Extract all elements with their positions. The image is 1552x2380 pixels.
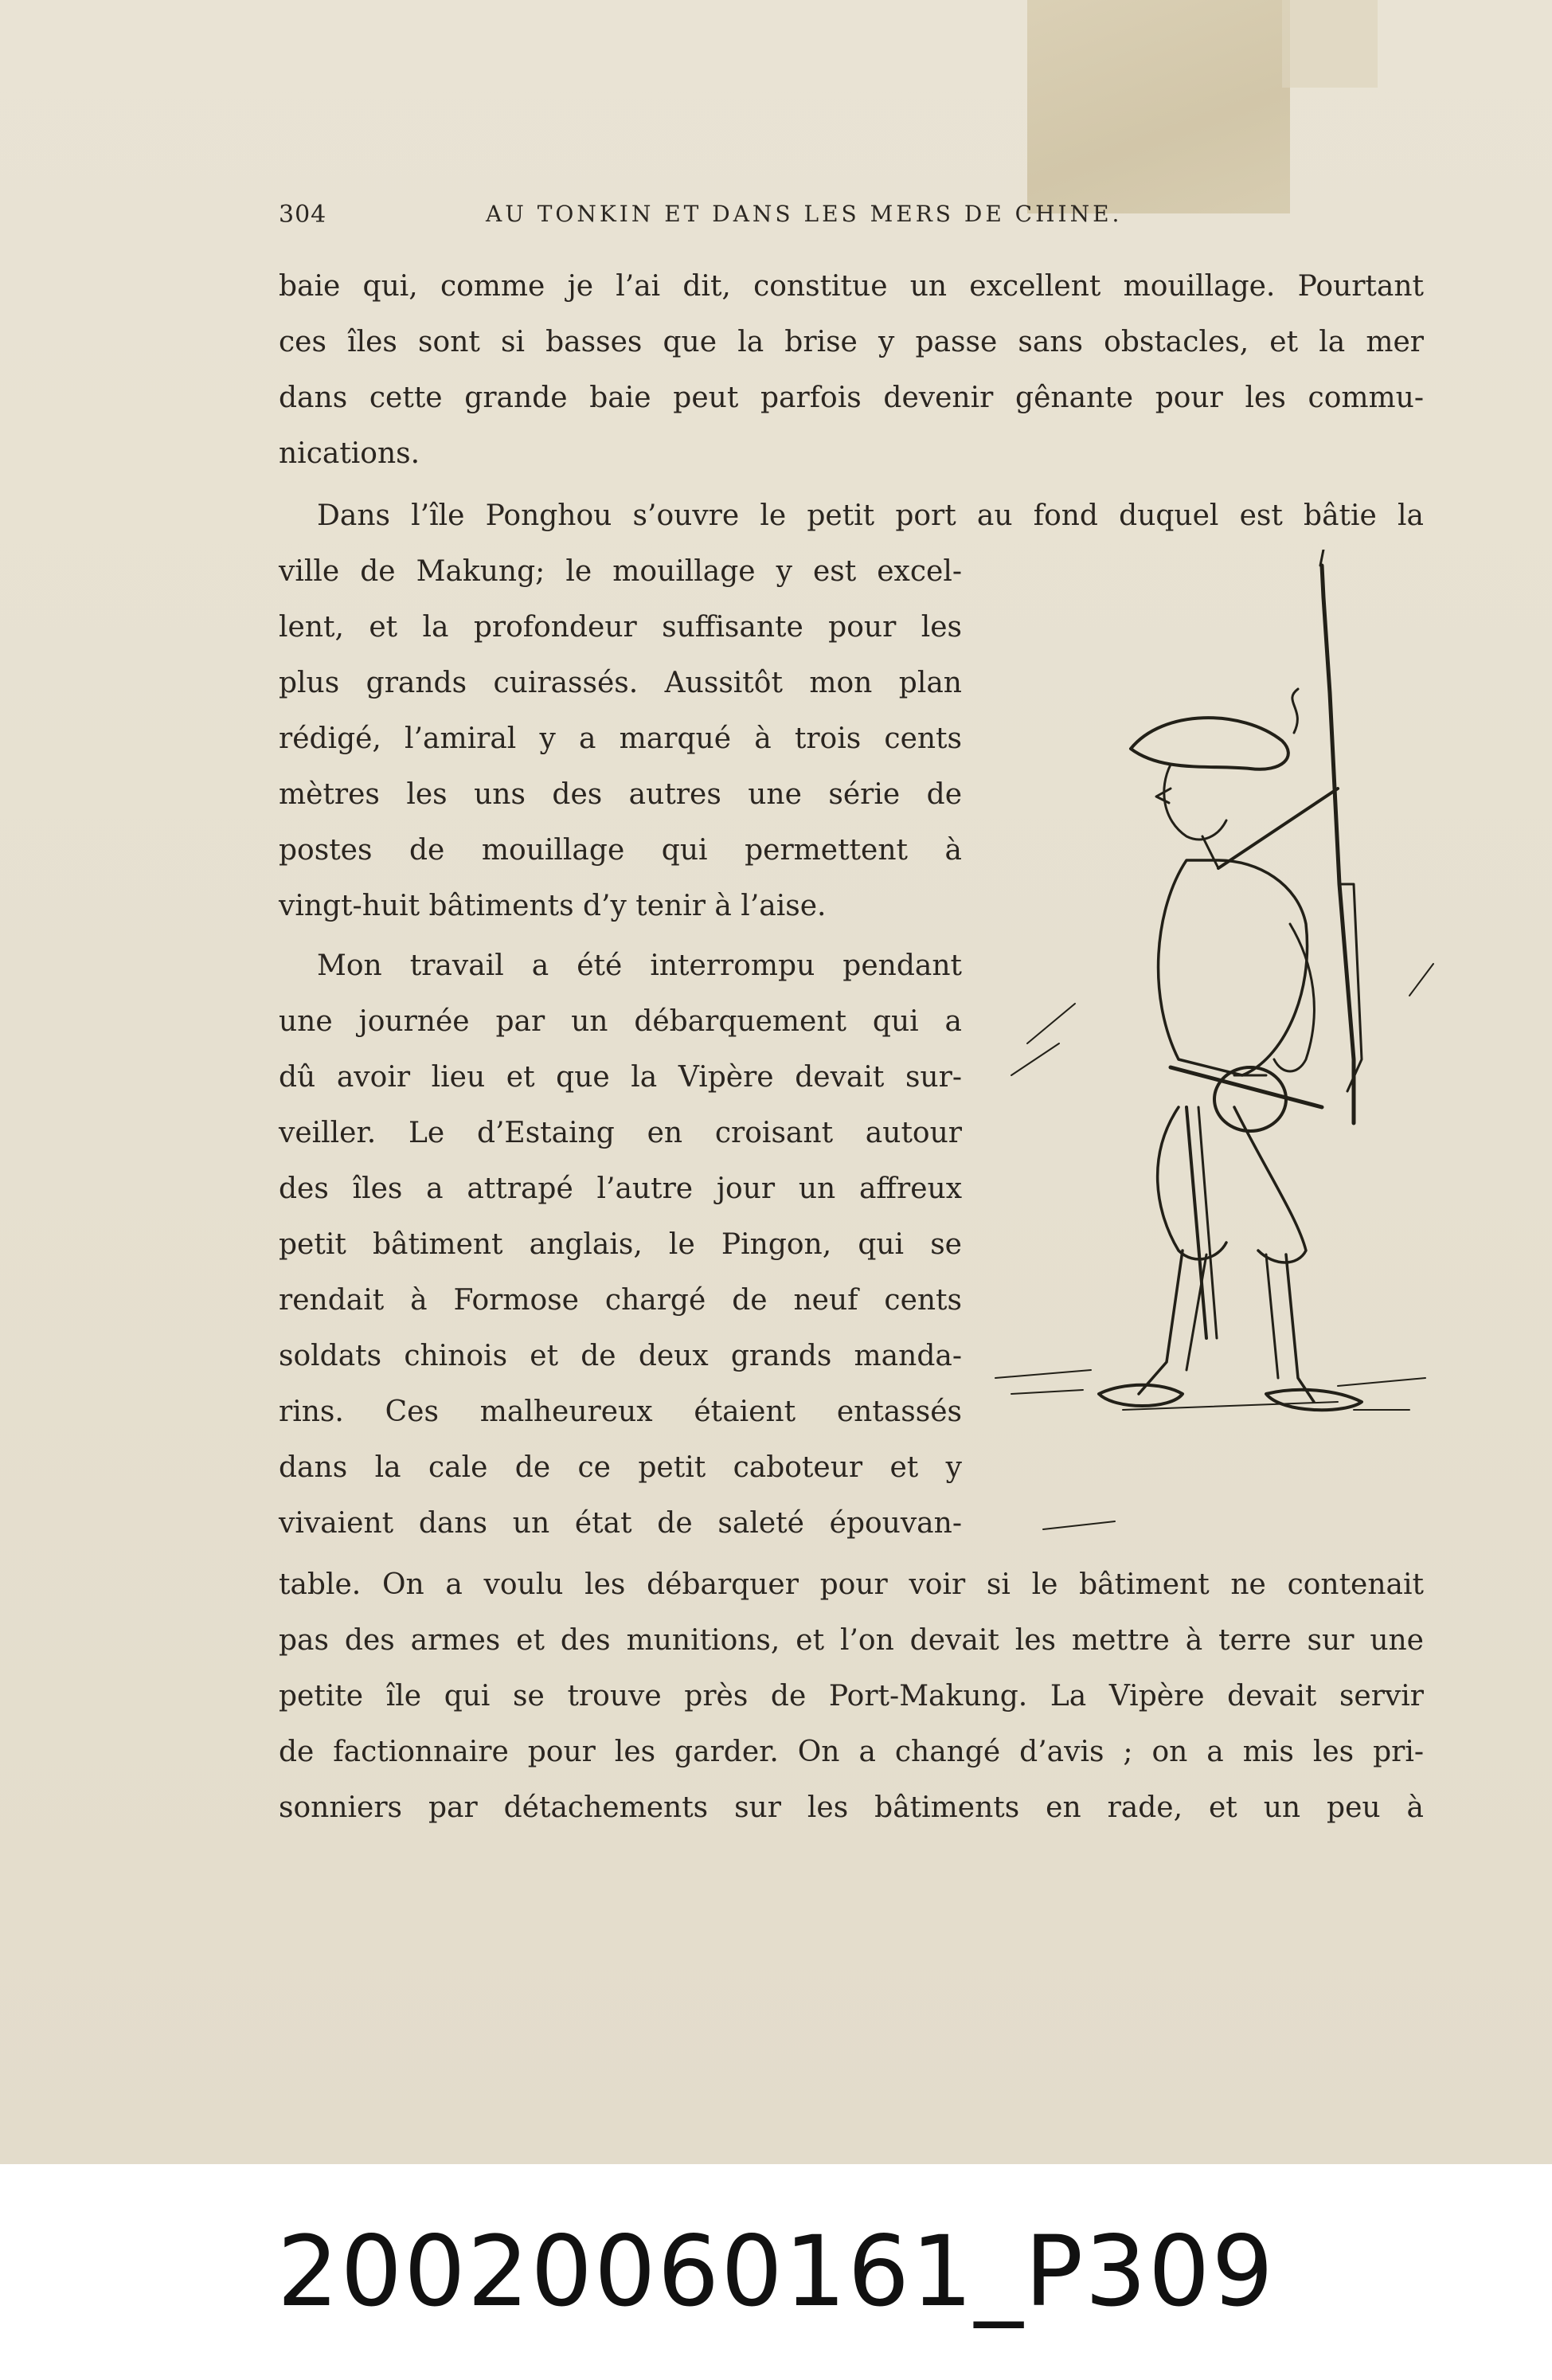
paragraph-1 bbox=[279, 259, 1424, 482]
archive-id-label: 20020060161_P309 bbox=[276, 2215, 1276, 2328]
text-line: ville de Makung; le mouillage y est excel- bbox=[279, 555, 962, 588]
paper-repair-tape bbox=[1282, 0, 1378, 88]
running-title: AU TONKIN ET DANS LES MERS DE CHINE. bbox=[486, 201, 1123, 227]
text-line: plus grands cuirassés. Aussitôt mon plan bbox=[279, 667, 962, 699]
paper-repair-tape bbox=[1027, 0, 1290, 213]
text-line: petit bâtiment anglais, le Pingon, qui se bbox=[279, 1228, 962, 1261]
text-line: baie qui, comme je l’ai dit, constitue un excellent mouillage. Pourtant bbox=[279, 270, 1424, 303]
paragraph-3 bbox=[279, 938, 962, 1552]
text-line: rendait à Formose chargé de neuf cents bbox=[279, 1284, 962, 1317]
text-line: de factionnaire pour les garder. On a changé d’avis ; on a mis les pri- bbox=[279, 1736, 1424, 1768]
text-line: vivaient dans un état de saleté épouvan- bbox=[279, 1507, 962, 1540]
paragraph-3-continued bbox=[279, 1557, 1424, 1836]
text-line: dû avoir lieu et que la Vipère devait sur- bbox=[279, 1061, 962, 1094]
text-line: une journée par un débarquement qui a bbox=[279, 1005, 962, 1038]
text-line: dans la cale de ce petit caboteur et y bbox=[279, 1451, 962, 1484]
page-header bbox=[279, 201, 1234, 233]
text-line: soldats chinois et de deux grands manda- bbox=[279, 1340, 962, 1372]
paragraph-2-continued bbox=[279, 544, 962, 934]
text-line: rédigé, l’amiral y a marqué à trois cents bbox=[279, 722, 962, 755]
text-line: rins. Ces malheureux étaient entassés bbox=[279, 1396, 962, 1428]
text-line: Mon travail a été interrompu pendant bbox=[317, 949, 962, 982]
text-line: ces îles sont si basses que la brise y passe sans obstacles, et la mer bbox=[279, 326, 1424, 358]
text-line: table. On a voulu les débarquer pour voir si le bâtiment ne contenait bbox=[279, 1568, 1424, 1601]
paragraph-2 bbox=[279, 488, 1424, 544]
page-number: 304 bbox=[279, 201, 327, 229]
text-line: dans cette grande baie peut parfois devenir gênante pour les commu- bbox=[279, 382, 1424, 414]
text-line: postes de mouillage qui permettent à bbox=[279, 834, 962, 867]
soldier-illustration-icon bbox=[979, 550, 1441, 1561]
text-line: petite île qui se trouve près de Port-Makung. La Vipère devait servir bbox=[279, 1680, 1424, 1713]
text-line: pas des armes et des munitions, et l’on devait les mettre à terre sur une bbox=[279, 1624, 1424, 1657]
text-line: des îles a attrapé l’autre jour un affreux bbox=[279, 1172, 962, 1205]
text-line: mètres les uns des autres une série de bbox=[279, 778, 962, 811]
text-line: Dans l’île Ponghou s’ouvre le petit port au fond duquel est bâtie la bbox=[317, 499, 1424, 532]
text-line: vingt-huit bâtiments d’y tenir à l’aise. bbox=[279, 890, 827, 922]
text-line: veiller. Le d’Estaing en croisant autour bbox=[279, 1117, 962, 1149]
text-line: sonniers par détachements sur les bâtiments en rade, et un peu à bbox=[279, 1791, 1424, 1824]
text-line: lent, et la profondeur suffisante pour les bbox=[279, 611, 962, 644]
text-line: nications. bbox=[279, 437, 420, 470]
